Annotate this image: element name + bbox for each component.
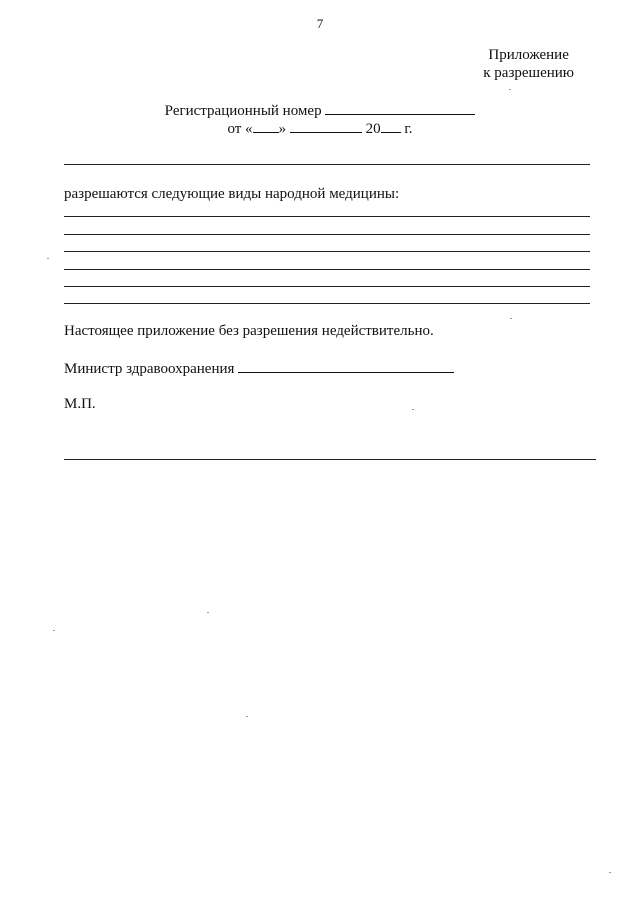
stamp-placeholder: М.П. bbox=[64, 396, 96, 412]
permitted-line-3 bbox=[64, 251, 590, 252]
minister-label: Министр здравоохранения bbox=[64, 361, 235, 377]
permitted-line-6 bbox=[64, 303, 590, 304]
minister-signature-field bbox=[238, 358, 454, 373]
registration-number-line bbox=[0, 100, 640, 120]
scan-speck bbox=[412, 409, 414, 410]
scan-speck bbox=[609, 872, 611, 873]
appendix-title: Приложение bbox=[488, 47, 569, 63]
permitted-line-1 bbox=[64, 216, 590, 217]
date-prefix: от « bbox=[227, 121, 253, 137]
appendix-header bbox=[483, 46, 574, 82]
year-field bbox=[381, 118, 401, 133]
validity-note: Настоящее приложение без разрешения недействительно. bbox=[64, 323, 434, 339]
scan-speck bbox=[509, 89, 511, 90]
day-field bbox=[253, 118, 279, 133]
year-prefix: 20 bbox=[365, 121, 381, 137]
registration-label: Регистрационный номер bbox=[164, 103, 322, 119]
permitted-line-5 bbox=[64, 286, 590, 287]
minister-signature-line bbox=[64, 358, 454, 378]
scan-speck bbox=[53, 630, 55, 631]
year-suffix: г. bbox=[404, 121, 413, 137]
scan-speck bbox=[47, 258, 49, 259]
bottom-rule bbox=[64, 459, 596, 460]
scan-speck bbox=[246, 716, 248, 717]
applicant-line bbox=[64, 164, 590, 165]
scan-speck bbox=[510, 318, 512, 319]
permitted-line-2 bbox=[64, 234, 590, 235]
month-field bbox=[290, 118, 362, 133]
registration-number-field bbox=[325, 100, 475, 115]
permitted-line-4 bbox=[64, 269, 590, 270]
permitted-types-heading: разрешаются следующие виды народной медицины: bbox=[64, 186, 400, 202]
registration-date-line bbox=[0, 118, 640, 138]
date-quote-close: » bbox=[278, 121, 287, 137]
page-number: 7 bbox=[316, 16, 324, 31]
scan-speck bbox=[207, 612, 209, 613]
appendix-subtitle: к разрешению bbox=[483, 65, 574, 81]
